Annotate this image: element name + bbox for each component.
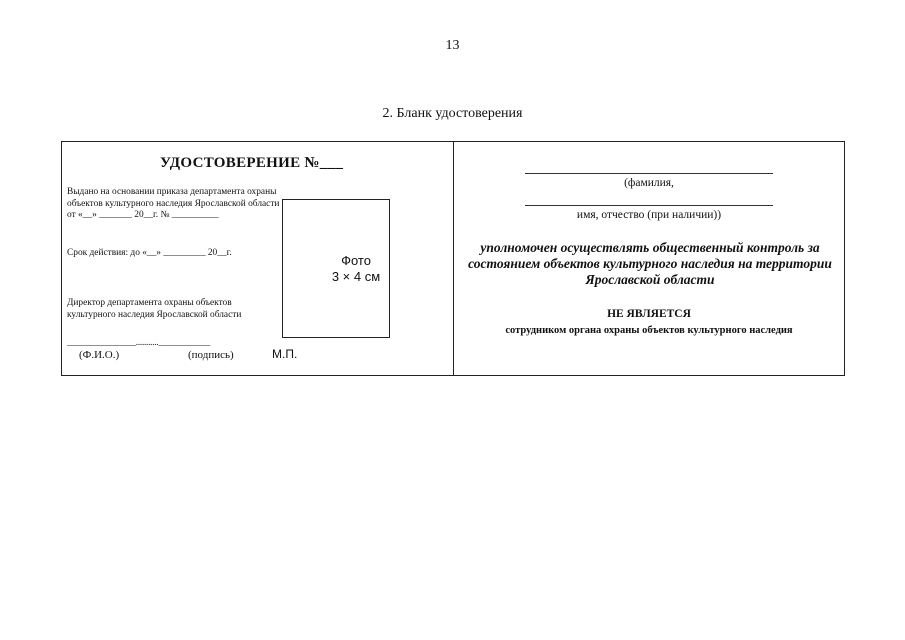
signature-line: ________________...........____________ [67,337,210,347]
validity-text: Срок действия: до «__» _________ 20__г. [67,248,232,258]
seal-label: М.П. [272,347,298,361]
photo-label-line2: 3 × 4 см [331,269,381,284]
director-title: Директор департамента охраны объектов культурного наследия Ярославской области [67,298,242,320]
issued-basis-text: Выдано на основании приказа департамента охраны объектов культурного наследия Ярославской области от «__» _______ 20__г. № __________ [67,187,280,220]
authority-statement: уполномочен осуществлять общественный контроль за состоянием объектов культурного наследия на территории Ярославской области [468,240,832,287]
page-number: 13 [445,38,460,53]
section-title: 2. Бланк удостоверения [382,106,523,121]
not-employee-heading: НЕ ЯВЛЯЕТСЯ [607,308,691,320]
photo-label [282,253,430,285]
photo-label-line1: Фото [341,253,371,268]
not-employee-text: сотрудником органа охраны объектов культурного наследия [505,325,793,336]
surname-caption: (фамилия, [624,177,674,189]
name-caption: имя, отчество (при наличии)) [576,209,722,221]
fio-label: (Ф.И.О.) [79,349,120,361]
surname-fill-line [525,173,773,174]
name-fill-line [525,205,773,206]
signature-label: (подпись) [188,349,234,361]
certificate-title: УДОСТОВЕРЕНИЕ №___ [160,155,344,171]
